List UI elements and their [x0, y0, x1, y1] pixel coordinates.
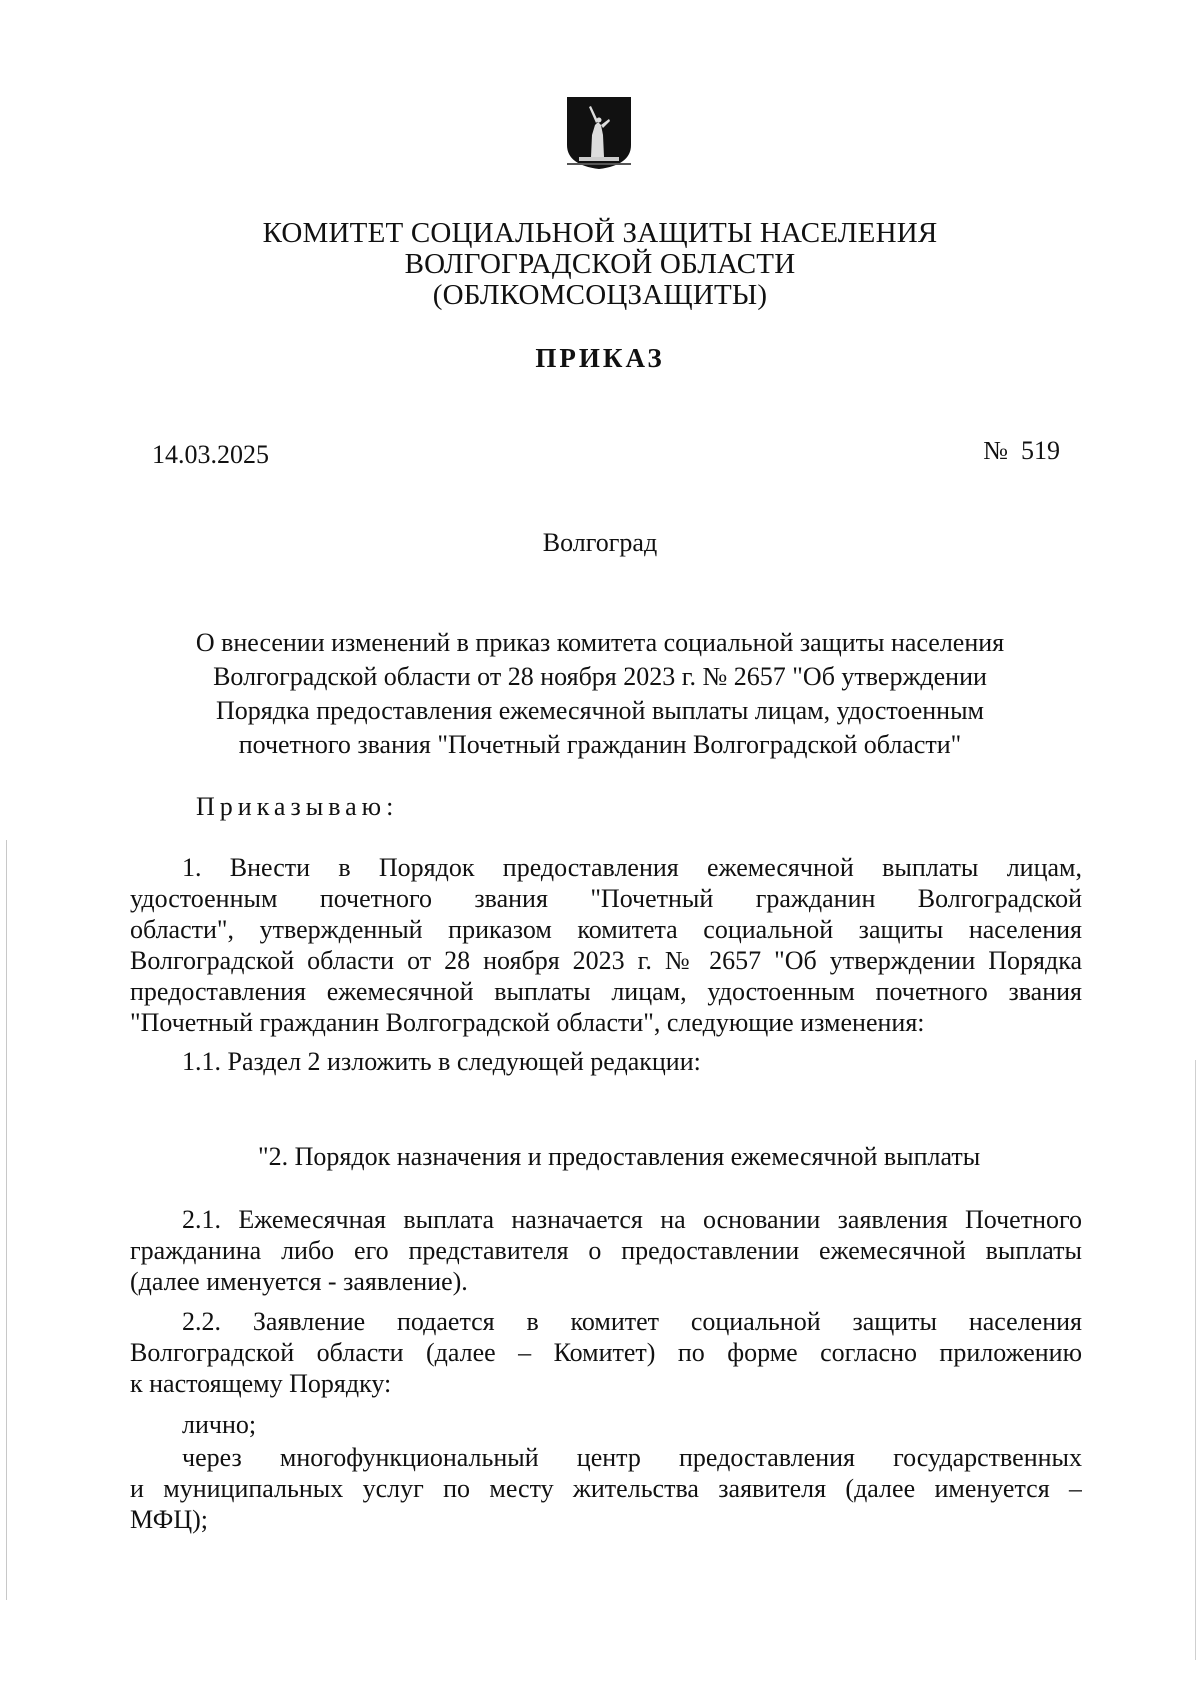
paragraph-line: 1.1. Раздел 2 изложить в следующей редакции: — [182, 1047, 701, 1076]
document-type-title: ПРИКАЗ — [535, 343, 665, 373]
item-in-person — [130, 1409, 1082, 1440]
paragraph-2-1 — [130, 1204, 1082, 1297]
order-number: № 519 — [983, 436, 1060, 465]
paragraph-line: (далее именуется - заявление). — [130, 1267, 468, 1296]
item-mfc — [130, 1442, 1082, 1535]
paragraph-line: 2.2. Заявление подается в комитет социальной защиты населения — [182, 1307, 1082, 1336]
paragraph-2-2 — [130, 1306, 1082, 1399]
paragraph-line: через многофункциональный центр предоставления государственных — [182, 1443, 1082, 1472]
paragraph-line: 2.1. Ежемесячная выплата назначается на основании заявления Почетного — [182, 1205, 1082, 1234]
order-date: 14.03.2025 — [152, 440, 269, 469]
paragraph-line: области", утвержденный приказом комитета социальной защиты населения — [130, 915, 1082, 944]
paragraph-line: удостоенным почетного звания "Почетный гражданин Волгоградской — [130, 884, 1082, 913]
paragraph-line: лично; — [182, 1410, 257, 1439]
city-name: Волгоград — [542, 528, 658, 557]
subject-line: почетного звания "Почетный гражданин Волгоградской области" — [238, 730, 962, 759]
paragraph-line: к настоящему Порядку: — [130, 1369, 392, 1398]
decree-word: Приказываю: — [196, 792, 399, 821]
order-subject — [0, 626, 1200, 762]
paragraph-line: и муниципальных услуг по месту жительства заявителя (далее именуется – — [130, 1474, 1082, 1503]
section-2-title: "2. Порядок назначения и предоставления ежемесячной выплаты — [258, 1142, 981, 1171]
subject-line: Волгоградской области от 28 ноября 2023 г. № 2657 "Об утверждении — [213, 662, 987, 691]
committee-line: КОМИТЕТ СОЦИАЛЬНОЙ ЗАЩИТЫ НАСЕЛЕНИЯ — [262, 217, 938, 249]
committee-name — [0, 218, 1200, 311]
paragraph-line: предоставления ежемесячной выплаты лицам, удостоенным почетного звания — [130, 977, 1082, 1006]
paragraph-line: "Почетный гражданин Волгоградской области", следующие изменения: — [130, 1008, 925, 1037]
paragraph-line: Волгоградской области (далее – Комитет) по форме согласно приложению — [130, 1338, 1082, 1367]
paragraph-1-1 — [130, 1046, 1082, 1077]
committee-line: ВОЛГОГРАДСКОЙ ОБЛАСТИ — [404, 248, 796, 280]
paragraph-line: МФЦ); — [130, 1505, 208, 1534]
volgograd-coat-of-arms-icon — [565, 95, 633, 171]
paragraph-line: 1. Внести в Порядок предоставления ежемесячной выплаты лицам, — [182, 853, 1082, 882]
committee-line: (ОБЛКОМСОЦЗАЩИТЫ) — [432, 279, 768, 311]
scan-edge-line — [1195, 1060, 1196, 1660]
subject-line: Порядка предоставления ежемесячной выплаты лицам, удостоенным — [215, 696, 984, 725]
scan-edge-line — [6, 840, 7, 1600]
paragraph-line: гражданина либо его представителя о предоставлении ежемесячной выплаты — [130, 1236, 1082, 1265]
paragraph-1 — [130, 852, 1082, 1038]
subject-line: О внесении изменений в приказ комитета социальной защиты населения — [195, 628, 1005, 657]
paragraph-line: Волгоградской области от 28 ноября 2023 г. № 2657 "Об утверждении Порядка — [130, 946, 1082, 975]
